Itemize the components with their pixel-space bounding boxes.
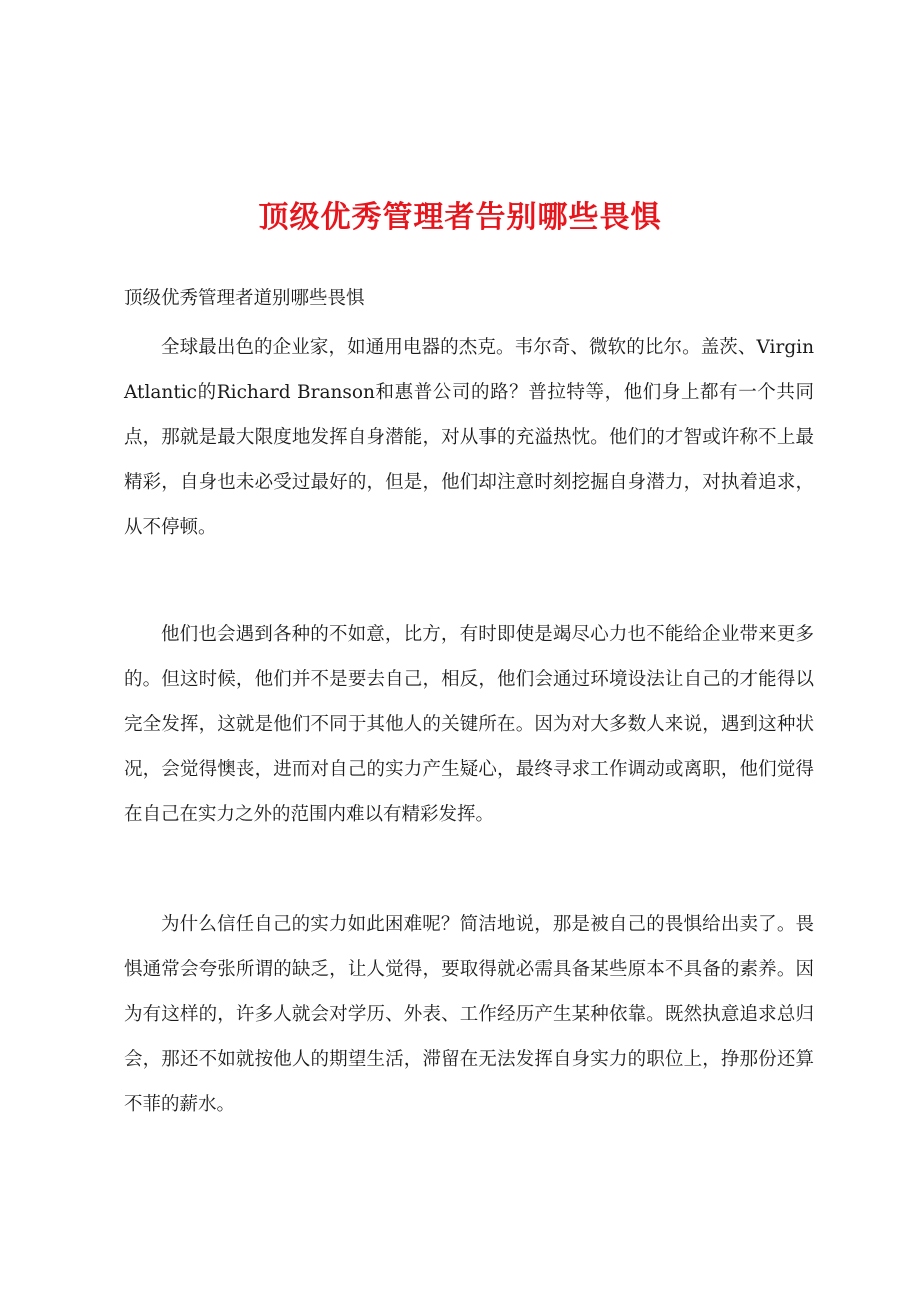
paragraph: 全球最出色的企业家，如通用电器的杰克。韦尔奇、微软的比尔。盖茨、Virgin Atlantic的Richard Branson和惠普公司的路？普拉特等，他们身上都有一个共同点，那就是最大限度地发挥自身潜能，对从事的充溢热忱。他们的才智或许称不上最精彩，自身也未必受过最好的，但是，他们却注意时刻挖掘自身潜力，对执着追求，从不停顿。 (124, 337, 814, 538)
paragraph: 为什么信任自己的实力如此困难呢？简洁地说，那是被自己的畏惧给出卖了。畏惧通常会夸张所谓的缺乏，让人觉得，要取得就必需具备某些原本不具备的素养。因为有这样的，许多人就会对学历、外表、工作经历产生某种依靠。既然执意追求总归会，那还不如就按他人的期望生活，滞留在无法发挥自身实力的职位上，挣那份还算不菲的薪水。 (124, 914, 814, 1115)
document-subtitle: 顶级优秀管理者道别哪些畏惧 (124, 288, 365, 309)
document-title: 顶级优秀管理者告别哪些畏惧 (258, 200, 662, 235)
paragraph: 他们也会遇到各种的不如意，比方，有时即使是竭尽心力也不能给企业带来更多的。但这时候，他们并不是要去自己，相反，他们会通过环境设法让自己的才能得以完全发挥，这就是他们不同于其他人的关键所在。因为对大多数人来说，遇到这种状况，会觉得懊丧，进而对自己的实力产生疑心，最终寻求工作调动或离职，他们觉得在自己在实力之外的范围内难以有精彩发挥。 (124, 624, 814, 825)
